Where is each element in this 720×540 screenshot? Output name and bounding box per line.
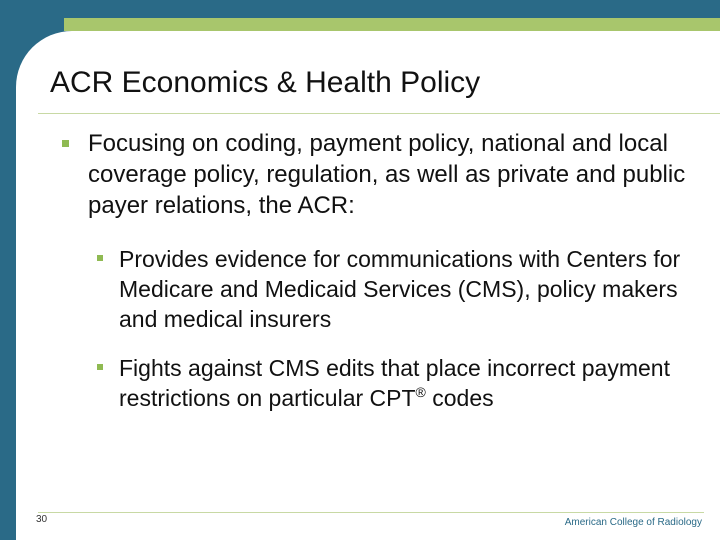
square-bullet-icon (97, 364, 103, 370)
slide-number: 30 (36, 514, 48, 525)
bullet-text: Provides evidence for communications with Centers for Medicare and Medicaid Services (CMS), policy makers and medical insurers (119, 246, 681, 332)
bullet-text (119, 353, 697, 413)
bullet-level2-evidence (97, 244, 697, 334)
bullet-level2-cms-edits (97, 353, 697, 413)
square-bullet-icon (62, 140, 69, 147)
title-divider (38, 113, 720, 114)
header-accent-band (64, 18, 720, 31)
bullet-level1-focus (62, 128, 702, 221)
registered-trademark-symbol: ® (415, 384, 426, 400)
slide-title: ACR Economics & Health Policy (50, 66, 481, 99)
bullet-text-end: codes (425, 385, 494, 411)
bullet-text-main: Fights against CMS edits that place incorrect payment restrictions on particular CPT (119, 355, 670, 411)
footer-organization-name: American College of Radiology (564, 517, 702, 528)
bullet-text: Focusing on coding, payment policy, national and local coverage policy, regulation, as well as private and public payer relations, the ACR: (88, 130, 686, 219)
footer-divider (38, 512, 704, 513)
square-bullet-icon (97, 255, 103, 261)
